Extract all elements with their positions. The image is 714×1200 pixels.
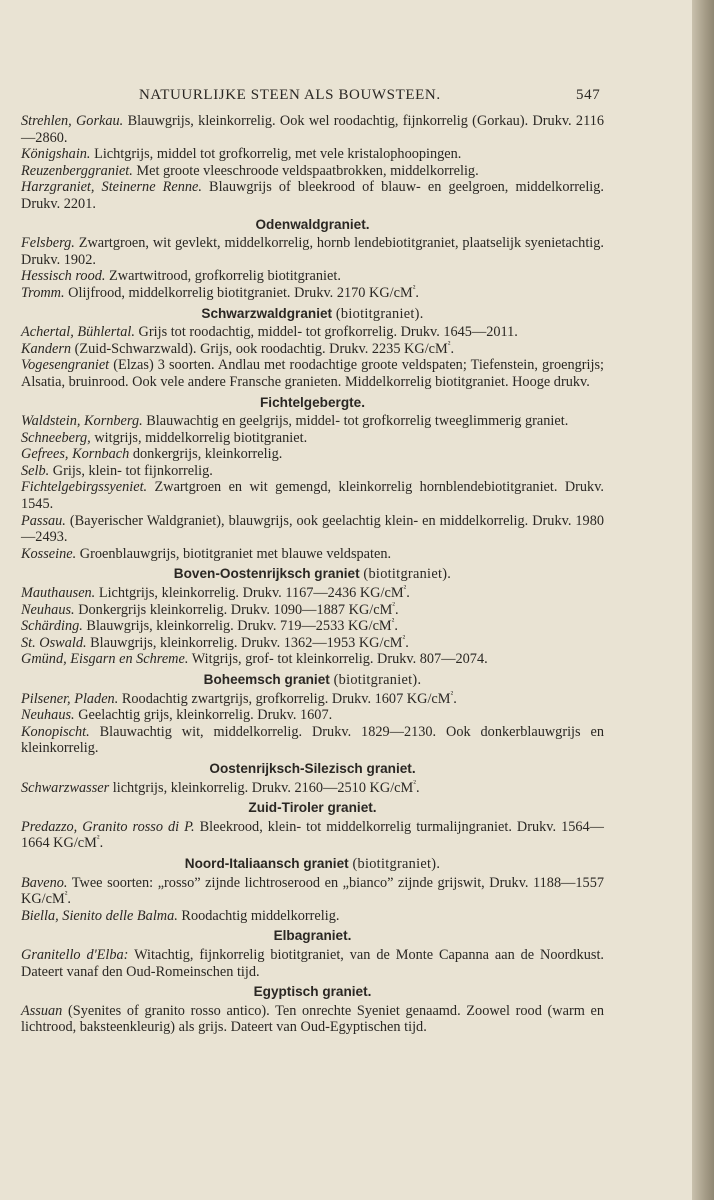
entry <box>21 324 604 341</box>
entry-text: Blauwachtig en geelgrijs, middel- tot grofkorrelig tweeglimmerig graniet. <box>146 413 569 430</box>
entry <box>21 513 604 546</box>
entry-term: Strehlen, Gorkau. <box>21 113 124 129</box>
entry-term: Schneeberg, <box>21 429 91 446</box>
entry-text: Zwartgroen, wit gevlekt, middelkorrelig, hornb lendebiotitgraniet, plaatselijk syenietachtig. Drukv. 1902. <box>21 235 604 268</box>
heading-subtitle: (biotitgraniet). <box>363 566 452 583</box>
heading-title: Noord-Italiaansch graniet <box>184 855 349 871</box>
entry-text: Grijs tot roodachtig, middel- tot grofkorrelig. Drukv. 1645—2011. <box>138 324 518 341</box>
entry-text: (Zuid-Schwarzwald). Grijs, ook roodachtig. Drukv. 2235 $KG/cM^{^2}$. <box>74 338 455 357</box>
entry-text: Bleekrood, klein- tot middelkorrelig turmalijngraniet. Drukv. 1564—1664 $KG/cM^{^2}$. <box>21 818 604 852</box>
entry <box>21 618 604 635</box>
entry-term: Königshain. <box>21 146 91 163</box>
entry-term: Predazzo, Granito rosso di P. <box>21 818 195 835</box>
entry-term: Felsberg. <box>21 235 75 252</box>
entry <box>21 651 604 668</box>
entry-text: Groenblauwgrijs, biotitgraniet met blauwe veldspaten. <box>79 545 392 562</box>
entry-term: Biella, Sienito delle Balma. <box>21 907 178 924</box>
entry-term: Neuhaus. <box>21 601 75 618</box>
entry-text: Donkergrijs kleinkorrelig. Drukv. 1090—1887 $KG/cM^{^2}$. <box>78 599 399 618</box>
entry <box>21 688 604 708</box>
entry-text: (Bayerischer Waldgraniet), blauwgrijs, ook geelachtig klein- en middelkorrelig. Drukv. 1980—2493. <box>21 512 605 546</box>
heading-title: Egyptisch graniet. <box>253 984 372 1000</box>
heading-subtitle: (biotitgraniet). <box>333 672 422 688</box>
entry-text: Lichtgrijs, kleinkorrelig. Drukv. 1167—2436 $KG/cM^{^2}$. <box>98 583 410 602</box>
entry-text: Roodachtig zwartgrijs, grofkorrelig. Drukv. 1607 $KG/cM^{^2}$. <box>121 688 457 707</box>
heading-title: Boheemsch graniet <box>203 672 330 687</box>
section-heading <box>21 984 604 1001</box>
entry <box>21 338 604 358</box>
heading-title: Fichtelgebergte. <box>260 394 365 410</box>
entry <box>21 585 604 602</box>
heading-title: Zuid-Tiroler graniet. <box>248 800 377 816</box>
entry-text: Blauwgrijs, kleinkorrelig. Ook wel roodachtig, fijnkorrelig (Gorkau). Drukv. 2116—2860. <box>21 113 604 146</box>
entry-text: witgrijs, middelkorrelig biotitgraniet. <box>94 429 308 446</box>
entry <box>21 599 604 619</box>
entry-term: Baveno. <box>21 874 68 891</box>
entry-term: Fichtelgebirgssyeniet. <box>21 479 148 496</box>
entry <box>21 947 604 980</box>
entry <box>21 546 604 563</box>
entry <box>21 1003 604 1036</box>
entry <box>21 235 604 268</box>
entry-term: Schärding. <box>21 618 83 635</box>
entry-term: Vogesengraniet <box>21 357 110 374</box>
section-heading <box>21 928 604 945</box>
heading-title: Boven-Oostenrijksch graniet <box>173 566 360 582</box>
page-header <box>0 87 692 107</box>
section-heading <box>21 306 604 323</box>
entry-term: Konopischt. <box>21 723 90 740</box>
entry <box>21 113 604 146</box>
entry <box>21 446 604 463</box>
entry <box>21 707 604 724</box>
entry-term: Pilsener, Pladen. <box>21 690 119 707</box>
entry-term: Achertal, Bühlertal. <box>21 324 135 341</box>
entry-text: Witgrijs, grof- tot kleinkorrelig. Drukv. 807—2074. <box>191 651 488 668</box>
entry <box>21 146 604 163</box>
entry-text: Zwartwitrood, grofkorrelig biotitgraniet. <box>109 268 341 285</box>
section-heading <box>21 856 604 873</box>
entry-term: Neuhaus. <box>21 707 75 724</box>
entry <box>21 430 604 447</box>
entry-text: Lichtgrijs, middel tot grofkorrelig, met vele kristalophoopingen. <box>94 146 462 163</box>
section-heading <box>21 217 604 234</box>
entry <box>21 413 604 430</box>
heading-title: Elbagraniet. <box>273 928 352 944</box>
page-body <box>21 113 604 1036</box>
entry <box>21 635 604 652</box>
entry-term: Hessisch rood. <box>21 268 106 285</box>
entry-text: Geelachtig grijs, kleinkorrelig. Drukv. 1607. <box>78 707 333 724</box>
entry-text: Zwartgroen en wit gemengd, kleinkorrelig hornblendebiotitgraniet. Drukv. 1545. <box>21 479 605 513</box>
entry-term: Kandern <box>21 340 72 357</box>
entry-term: Waldstein, Kornberg. <box>21 413 143 430</box>
section-heading <box>21 566 604 583</box>
entry <box>21 268 604 285</box>
entry <box>21 777 604 797</box>
entry-text: donkergrijs, kleinkorrelig. <box>132 446 283 463</box>
entry-term: Schwarzwasser <box>21 779 110 796</box>
entry-term: Granitello d'Elba: <box>21 946 129 963</box>
entry <box>21 875 604 908</box>
heading-title: Odenwaldgraniet. <box>255 216 370 232</box>
entry-term: Gefrees, Kornbach <box>21 446 130 463</box>
section-heading <box>21 672 604 689</box>
entry-text: Blauwgrijs, kleinkorrelig. Drukv. 719—2533 $KG/cM^{^2}$. <box>86 616 398 635</box>
entry-term: Passau. <box>21 512 66 529</box>
section-heading <box>21 761 604 778</box>
entry-text: lichtgrijs, kleinkorrelig. Drukv. 2160—2510 $KG/cM^{^2}$. <box>112 777 420 796</box>
entry-term: Tromm. <box>21 284 65 301</box>
heading-subtitle: (biotitgraniet). <box>352 855 441 872</box>
entry-text: Blauwgrijs of bleekrood of blauw- en geelgroen, middelkorrelig. Drukv. 2201. <box>21 179 605 212</box>
section-heading <box>21 800 604 817</box>
entry-term: Assuan <box>21 1002 63 1019</box>
entry-term: St. Oswald. <box>21 634 87 651</box>
entry-text: Witachtig, fijnkorrelig biotitgraniet, van de Monte Capanna aan de Noordkust. Dateert vanaf den Oud-Romeinschen tijd. <box>21 946 604 980</box>
entry-text: Grijs, klein- tot fijnkorrelig. <box>52 462 213 479</box>
entry <box>21 357 604 390</box>
entry <box>21 163 604 180</box>
entry-term: Selb. <box>21 462 50 479</box>
entry <box>21 724 604 757</box>
entry <box>21 819 604 852</box>
entry <box>21 179 604 212</box>
entry-text: (Syenites of granito rosso antico). Ten onrechte Syeniet genaamd. Zoowel rood (warm en lichtrood, baksteenkleurig) als grijs. Dateert van Oud-Egyptischen tijd. <box>21 1002 604 1036</box>
entry-text: (Elzas) 3 soorten. Andlau met roodachtige groote veldspaten; Tiefenstein, groengrijs; Alsatia, bruinrood. Ook vele andere Fransche granieten. Middelkorrelig biotitgraniet. Hooge drukv. <box>21 357 604 390</box>
entry <box>21 463 604 480</box>
entry-term: Reuzenberggraniet. <box>21 162 133 179</box>
heading-title: Oostenrijksch-Silezisch graniet. <box>209 760 416 776</box>
page-number: 547 <box>576 87 601 103</box>
running-title: NATUURLIJKE STEEN ALS BOUWSTEEN. <box>139 87 441 103</box>
entry-text: Twee soorten: „rosso” zijnde lichtroserood en „bianco” zijnde grijswit, Drukv. 1188—1557 $KG/cM^{^2}$. <box>21 874 604 908</box>
entry-text: Roodachtig middelkorrelig. <box>181 907 340 924</box>
heading-subtitle: (biotitgraniet). <box>335 305 424 322</box>
entry <box>21 479 604 512</box>
section-heading <box>21 395 604 412</box>
entry <box>21 285 604 302</box>
entry-text: Blauwachtig wit, middelkorrelig. Drukv. 1829—2130. Ook donkerblauwgrijs en kleinkorrelig. <box>21 723 604 757</box>
entry-text: Met groote vleeschroode veldspaatbrokken, middelkorrelig. <box>136 162 479 179</box>
entry-text: Blauwgrijs, kleinkorrelig. Drukv. 1362—1953 $KG/cM^{^2}$. <box>90 633 409 651</box>
entry-term: Mauthausen. <box>21 585 96 602</box>
entry-text: Olijfrood, middelkorrelig biotitgraniet. Drukv. 2170 $KG/cM^{^2}$. <box>68 283 419 301</box>
entry-term: Kosseine. <box>21 545 77 562</box>
entry-term: Harzgraniet, Steinerne Renne. <box>21 179 202 196</box>
heading-title: Schwarzwaldgraniet <box>201 305 333 321</box>
entry <box>21 908 604 925</box>
page-edge <box>692 0 714 1200</box>
entry-term: Gmünd, Eisgarn en Schreme. <box>21 651 189 668</box>
